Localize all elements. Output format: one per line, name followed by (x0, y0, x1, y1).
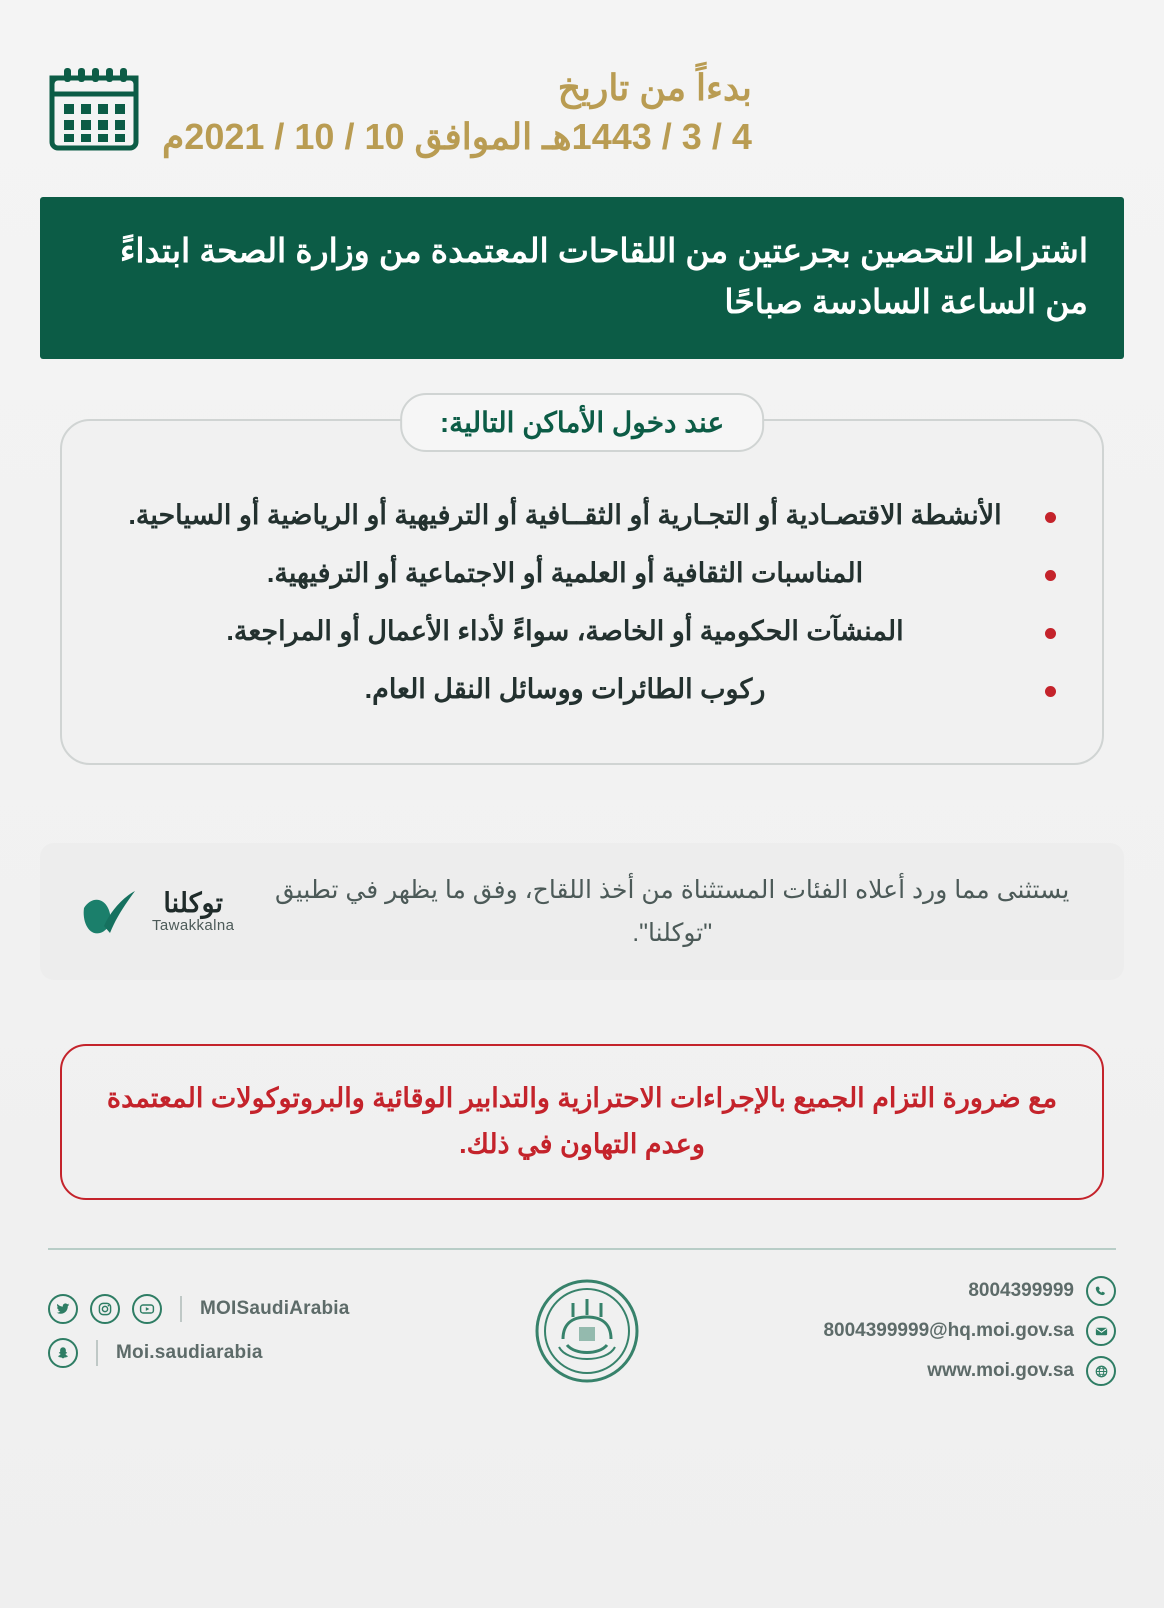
exception-text: يستثنى مما ورد أعلاه الفئات المستثناة من أخذ اللقاح، وفق ما يظهر في تطبيق "توكلنا". (275, 876, 1070, 947)
contact-row (823, 1316, 1116, 1346)
tawakkalna-logo (80, 886, 234, 938)
social-column (48, 1294, 350, 1368)
social-row (48, 1338, 350, 1368)
header (0, 0, 1164, 161)
instagram-icon[interactable] (90, 1294, 120, 1324)
warning-box: مع ضرورة التزام الجميع بالإجراءات الاحترازية والتدابير الوقائية والبروتوكولات المعتمدة وعدم التهاون في ذلك. (60, 1044, 1104, 1200)
date-prefix: بدءاً من تاريخ (557, 67, 752, 108)
main-banner: اشتراط التحصين بجرعتين من اللقاحات المعتمدة من وزارة الصحة ابتداءً من الساعة السادسة صباحًا (40, 197, 1124, 359)
youtube-icon[interactable] (132, 1294, 162, 1324)
calendar-icon (48, 66, 140, 152)
tawakkalna-check-icon (80, 886, 138, 938)
twitter-icon[interactable] (48, 1294, 78, 1324)
list-item: الأنشطة الاقتصـادية أو التجـارية أو الثقــافية أو الترفيهية أو الرياضية أو السياحية. (102, 491, 1062, 541)
contact-row (927, 1356, 1116, 1386)
phone-number: 8004399999 (968, 1280, 1074, 1301)
social-row (48, 1294, 350, 1324)
list-item: ركوب الطائرات ووسائل النقل العام. (102, 665, 1062, 715)
social-handle: Moi.saudiarabia (116, 1342, 263, 1363)
tawakkalna-wordmark (152, 889, 234, 935)
places-list (102, 491, 1062, 715)
exception-strip (40, 843, 1124, 980)
date-value: 4 / 3 / 1443هـ الموافق 10 / 10 / 2021م (162, 115, 752, 157)
footer-divider (48, 1248, 1116, 1250)
tawakkalna-name-en: Tawakkalna (152, 917, 235, 935)
footer (48, 1276, 1116, 1386)
mail-icon[interactable] (1086, 1316, 1116, 1346)
places-title: عند دخول الأماكن التالية: (400, 393, 764, 452)
social-handle: MOISaudiArabia (200, 1298, 350, 1319)
moi-emblem-icon (533, 1277, 641, 1385)
snapchat-icon[interactable] (48, 1338, 78, 1368)
places-section (60, 407, 1104, 765)
email-address: 8004399999@hq.moi.gov.sa (823, 1320, 1074, 1341)
footer-separator (180, 1296, 182, 1322)
list-item: المناسبات الثقافية أو العلمية أو الاجتماعية أو الترفيهية. (102, 549, 1062, 599)
website-url: www.moi.gov.sa (927, 1360, 1074, 1381)
globe-icon[interactable] (1086, 1356, 1116, 1386)
phone-icon[interactable] (1086, 1276, 1116, 1306)
footer-separator (96, 1340, 98, 1366)
places-card (60, 419, 1104, 765)
contact-column (823, 1276, 1116, 1386)
contact-row (968, 1276, 1116, 1306)
date-block (162, 62, 752, 161)
tawakkalna-name-ar: توكلنا (163, 887, 224, 918)
list-item: المنشآت الحكومية أو الخاصة، سواءً لأداء الأعمال أو المراجعة. (102, 607, 1062, 657)
